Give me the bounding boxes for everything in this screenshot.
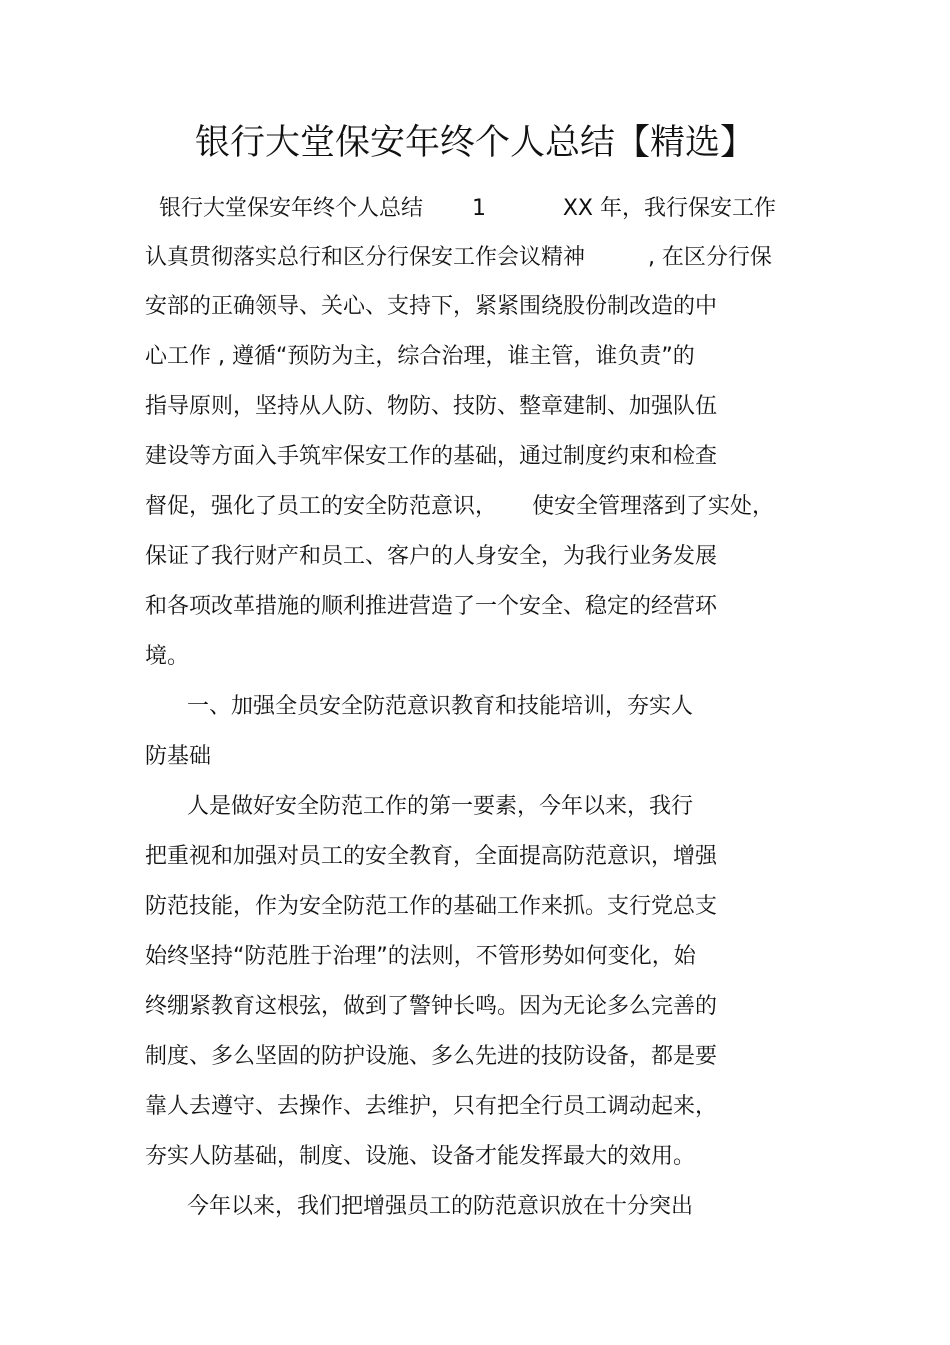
text-line: 制度、多么坚固的防护设施、多么先进的技防设备，都是要 <box>145 1044 718 1069</box>
text-line: 银行大堂保安年终个人总结 1 XX 年，我行保安工作 <box>145 196 776 221</box>
text-line: 安部的正确领导、关心、支持下，紧紧围绕股份制改造的中 <box>145 294 718 319</box>
text-line: 人是做好安全防范工作的第一要素，今年以来，我行 <box>145 794 693 819</box>
text-line: 把重视和加强对员工的安全教育，全面提高防范意识，增强 <box>145 844 718 869</box>
section-heading-line: 防基础 <box>145 744 212 769</box>
text-line: 终绷紧教育这根弦，做到了警钟长鸣。因为无论多么完善的 <box>145 994 718 1019</box>
text-line: 指导原则，坚持从人防、物防、技防、整章建制、加强队伍 <box>145 394 718 419</box>
text-line: 靠人去遵守、去操作、去维护，只有把全行员工调动起来， <box>145 1094 718 1119</box>
text-line: 始终坚持“防范胜于治理”的法则，不管形势如何变化，始 <box>145 944 696 969</box>
text-line: 认真贯彻落实总行和区分行保安工作会议精神 , 在区分行保 <box>145 245 772 270</box>
text-line: 建设等方面入手筑牢保安工作的基础，通过制度约束和检查 <box>145 444 718 469</box>
text-line: 夯实人防基础，制度、设施、设备才能发挥最大的效用。 <box>145 1144 696 1169</box>
text-line: 防范技能，作为安全防范工作的基础工作来抓。支行党总支 <box>145 894 718 919</box>
document-title: 银行大堂保安年终个人总结【精选】 <box>194 123 755 163</box>
text-line: 境。 <box>145 644 190 669</box>
section-heading-line: 一、加强全员安全防范意识教育和技能培训，夯实人 <box>145 694 693 719</box>
text-line: 保证了我行财产和员工、客户的人身安全，为我行业务发展 <box>145 544 718 569</box>
text-line: 和各项改革措施的顺利推进营造了一个安全、稳定的经营环 <box>145 594 718 619</box>
text-line: 今年以来，我们把增强员工的防范意识放在十分突出 <box>145 1194 693 1219</box>
text-line: 心工作 , 遵循“预防为主，综合治理，谁主管，谁负责”的 <box>145 344 695 369</box>
text-line: 督促，强化了员工的安全防范意识， 使安全管理落到了实处， <box>145 494 774 519</box>
